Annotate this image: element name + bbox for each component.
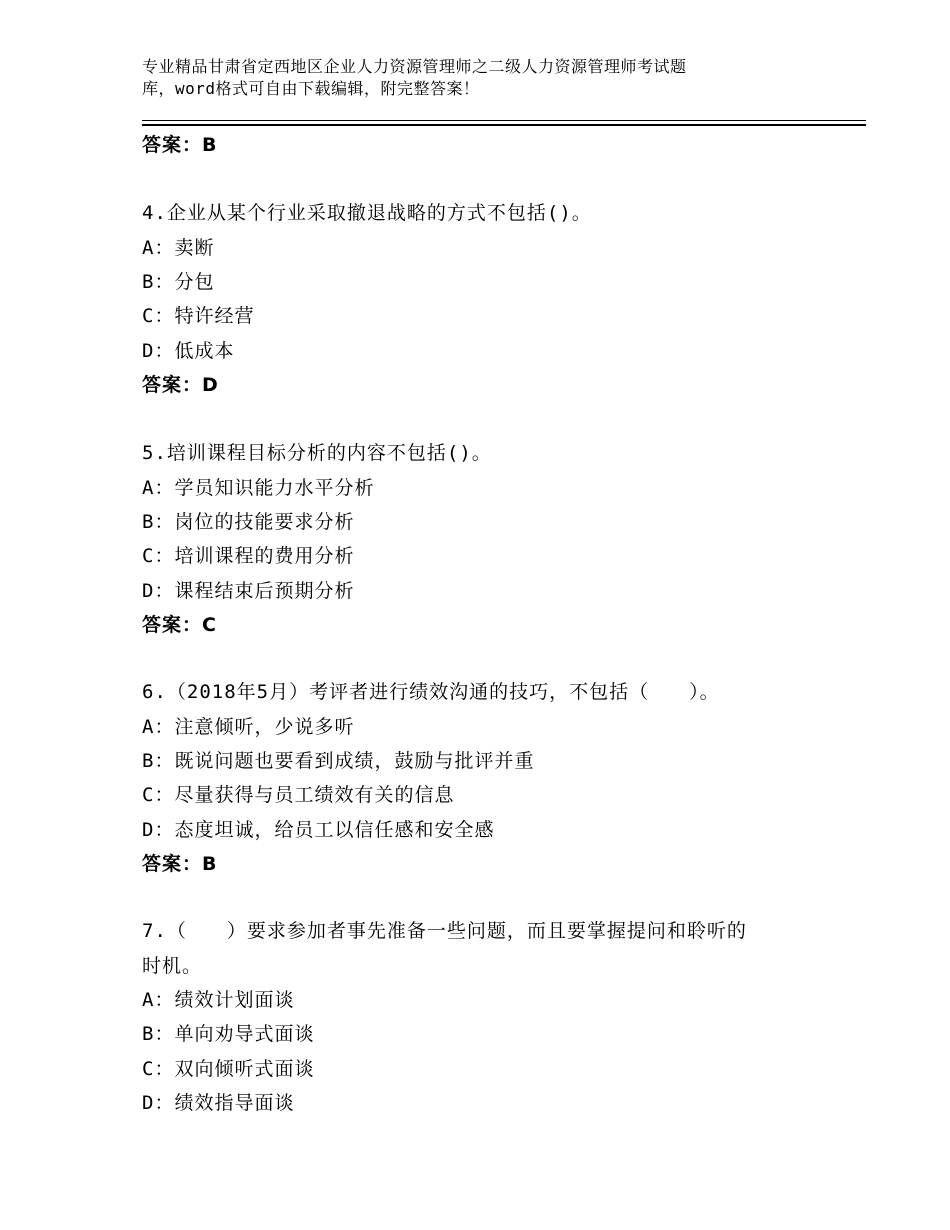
question-stem: 4.企业从某个行业采取撤退战略的方式不包括()。 bbox=[142, 202, 592, 224]
header-title-line-1: 专业精品甘肃省定西地区企业人力资源管理师之二级人力资源管理师考试题 bbox=[142, 57, 687, 76]
option-a: A：绩效计划面谈 bbox=[142, 989, 295, 1011]
question-stem-line-1: 7.（ ）要求参加者事先准备一些问题，而且要掌握提问和聆听的 bbox=[142, 920, 747, 942]
page-header bbox=[142, 56, 862, 100]
option-a: A：卖断 bbox=[142, 237, 215, 259]
answer-label: 答案：D bbox=[142, 374, 219, 396]
answer-label: 答案：B bbox=[142, 853, 218, 875]
option-c: C：双向倾听式面谈 bbox=[142, 1058, 315, 1080]
header-divider-thin bbox=[142, 120, 866, 121]
answer-label: 答案：C bbox=[142, 614, 217, 636]
option-c: C：培训课程的费用分析 bbox=[142, 545, 355, 567]
header-title-line-2: 库，word格式可自由下载编辑，附完整答案！ bbox=[142, 79, 480, 98]
question-stem: 5.培训课程目标分析的内容不包括()。 bbox=[142, 442, 492, 464]
option-b: B：单向劝导式面谈 bbox=[142, 1023, 315, 1045]
question-stem-line-2: 时机。 bbox=[142, 955, 203, 977]
option-a: A：注意倾听，少说多听 bbox=[142, 716, 355, 738]
option-b: B：既说问题也要看到成绩，鼓励与批评并重 bbox=[142, 750, 535, 772]
option-c: C：特许经营 bbox=[142, 305, 255, 327]
option-d: D：低成本 bbox=[142, 340, 235, 362]
option-c: C：尽量获得与员工绩效有关的信息 bbox=[142, 784, 455, 806]
option-d: D：绩效指导面谈 bbox=[142, 1092, 295, 1114]
option-d: D：课程结束后预期分析 bbox=[142, 580, 355, 602]
answer-label: 答案：B bbox=[142, 134, 218, 156]
question-stem: 6.（2018年5月）考评者进行绩效沟通的技巧，不包括（ ）。 bbox=[142, 681, 720, 703]
option-b: B：分包 bbox=[142, 271, 215, 293]
option-d: D：态度坦诚，给员工以信任感和安全感 bbox=[142, 819, 495, 841]
option-b: B：岗位的技能要求分析 bbox=[142, 511, 355, 533]
option-a: A：学员知识能力水平分析 bbox=[142, 477, 375, 499]
header-divider-thick bbox=[142, 124, 866, 126]
